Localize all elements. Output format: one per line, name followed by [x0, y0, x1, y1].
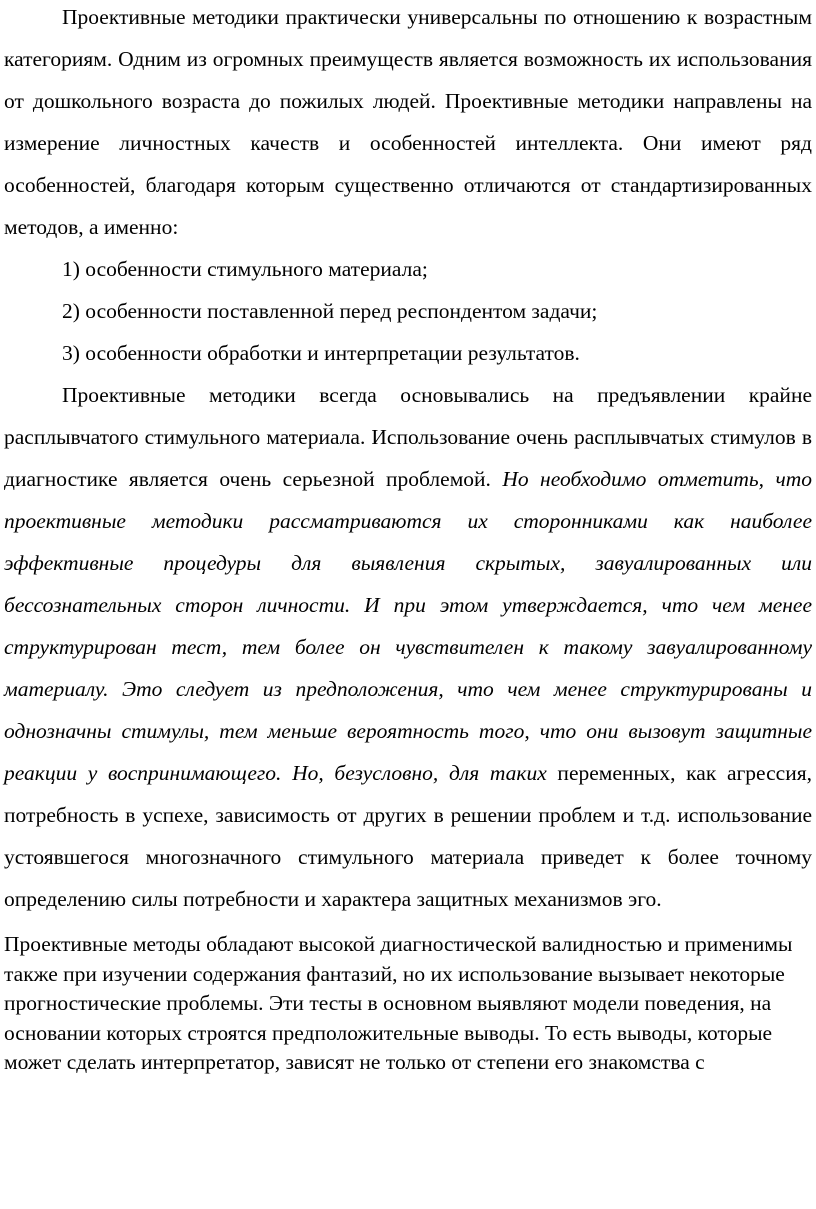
paragraph-2 [4, 374, 812, 920]
paragraph-2-regular-end: переменных, как агрессия, потребность в успехе, зависимость от других в решении проблем и т.д. использование устоявшегося многозначного стимульного материала приведет к более точному определению силы потребности и характера защитных механизмов эго. [4, 761, 812, 911]
paragraph-1: Проективные методики практически универсальны по отношению к возрастным категориям. Одним из огромных преимуществ является возможность их использования от дошкольного возраста до пожилых людей. Проективные методики направлены на измерение личностных качеств и особенностей интеллекта. Они имеют ряд особенностей, благодаря которым существенно отличаются от стандартизированных методов, а именно: [4, 5, 812, 239]
list-item-1: 1) особенности стимульного материала; [62, 257, 428, 281]
list-item-2: 2) особенности поставленной перед респондентом задачи; [62, 299, 598, 323]
paragraph-2-regular-start: Проективные методики всегда основывались на предъявлении крайне расплывчатого стимульного материала. Использование очень расплывчатых стимулов в диагностике является очень серьезной проблемой. [4, 383, 812, 491]
paragraph-3: Проективные методы обладают высокой диагностической валидностью и применимы также при изучении содержания фантазий, но их использование вызывает некоторые прогностические проблемы. Эти тесты в основном выявляют модели поведения, на основании которых строятся предположительные выводы. То есть выводы, которые может сделать интерпретатор, зависят не только от степени его знакомства с [4, 932, 793, 1074]
list-item-3: 3) особенности обработки и интерпретации результатов. [62, 341, 580, 365]
paragraph-2-italic: Но необходимо отметить, что проективные методики рассматриваются их сторонниками как наиболее эффективные процедуры для выявления скрытых, завуалированных или бессознательных сторон личности. И при этом утверждается, что чем менее структурирован тест, тем более он чувствителен к такому завуалированному материалу. Это следует из предположения, что чем менее структурированы и однозначны стимулы, тем меньше вероятность того, что они вызовут защитные реакции у воспринимающего. Но, безусловно, для таких [4, 467, 812, 785]
